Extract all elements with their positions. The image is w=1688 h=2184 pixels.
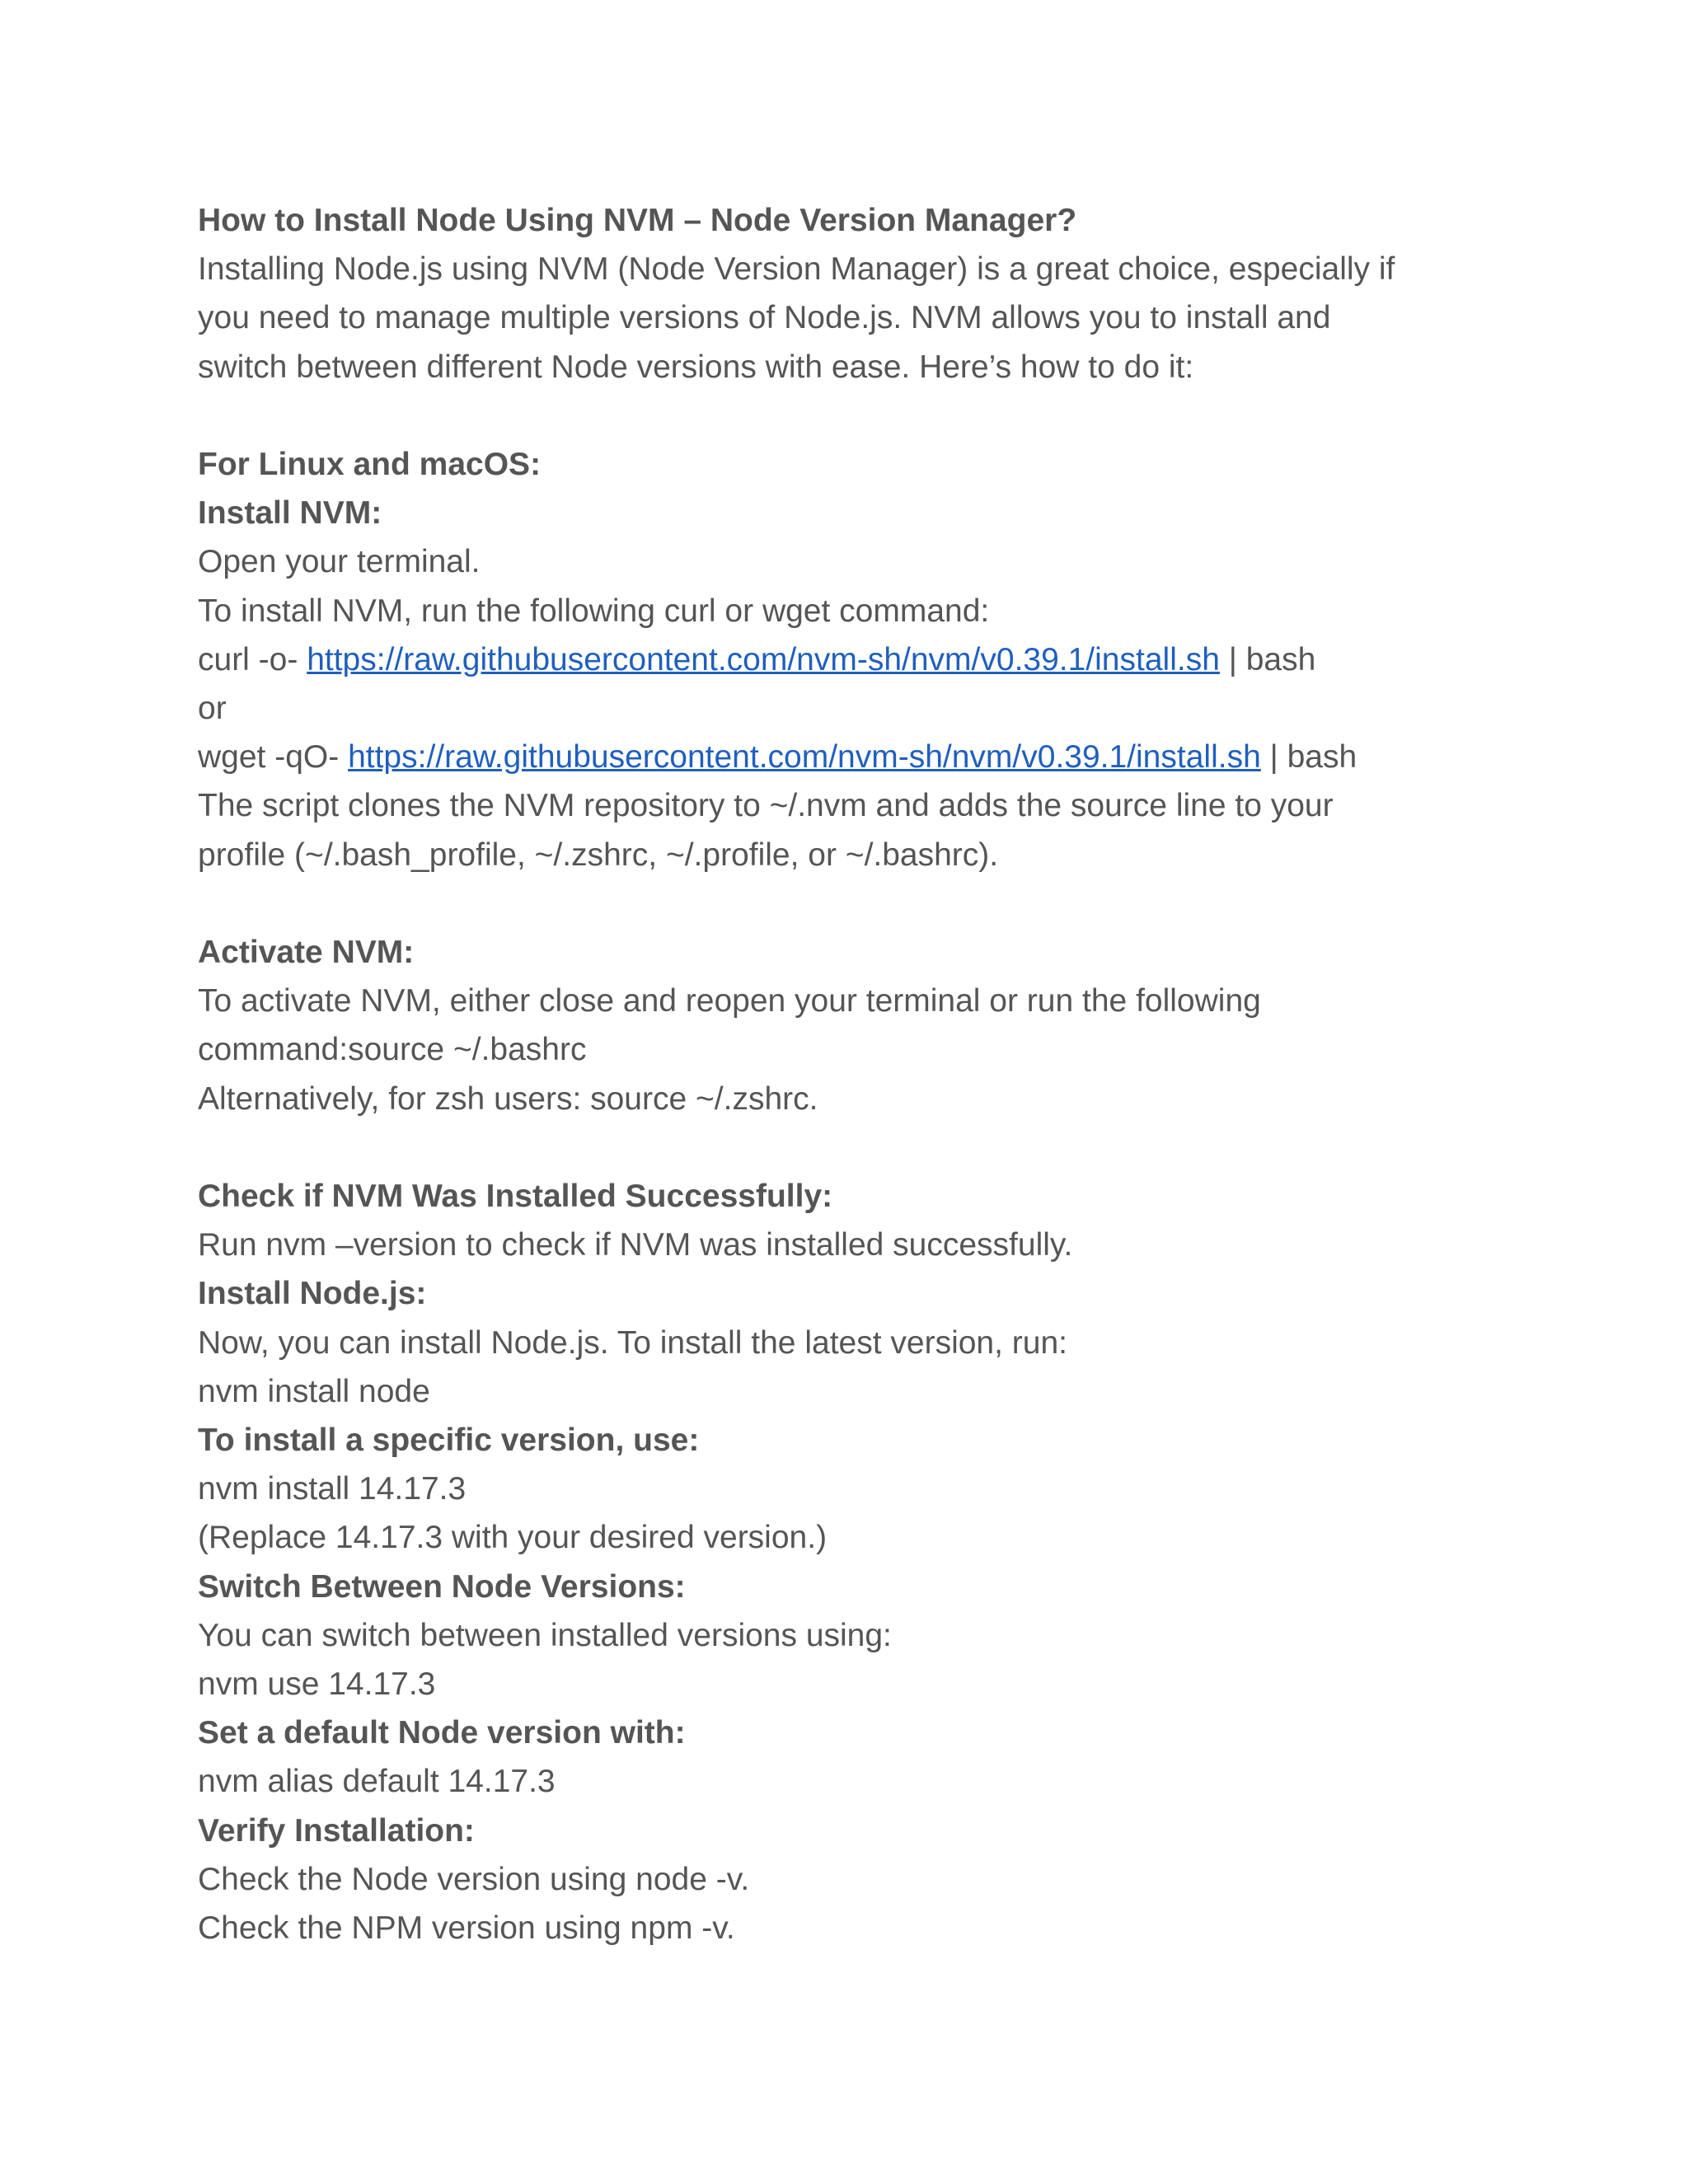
subheading-set-default: Set a default Node version with: [198, 1715, 686, 1751]
paragraph-script-profile: profile (~/.bash_profile, ~/.zshrc, ~/.profile, or ~/.bashrc). [198, 837, 999, 873]
blank-line [198, 391, 1533, 440]
paragraph-install-latest: Now, you can install Node.js. To install the latest version, run: [198, 1324, 1067, 1361]
section-heading-activate-nvm: Activate NVM: [198, 935, 415, 971]
paragraph-open-terminal: Open your terminal. [198, 544, 481, 580]
subheading-install-nvm: Install NVM: [198, 495, 382, 532]
command-nvm-use: nvm use 14.17.3 [198, 1666, 436, 1703]
paragraph-verify-npm: Check the NPM version using npm -v. [198, 1910, 735, 1947]
document-page [198, 196, 1533, 1952]
subheading-switch-versions: Switch Between Node Versions: [198, 1568, 686, 1605]
command-install-node: nvm install node [198, 1373, 430, 1409]
subheading-verify-installation: Verify Installation: [198, 1812, 475, 1849]
wget-command-suffix: | bash [1260, 739, 1357, 776]
or-text: or [198, 691, 227, 727]
document-title: How to Install Node Using NVM – Node Version Manager? [198, 203, 1077, 238]
curl-command-prefix: curl -o- [198, 641, 307, 677]
paragraph-replace-note: (Replace 14.17.3 with your desired version.) [198, 1520, 828, 1556]
curl-command-suffix: | bash [1219, 641, 1316, 677]
paragraph-activate-line: To activate NVM, either close and reopen your terminal or run the following [198, 983, 1261, 1019]
wget-command-line [198, 733, 1533, 781]
paragraph-activate-zsh: Alternatively, for zsh users: source ~/.zshrc. [198, 1080, 818, 1117]
section-heading-check-nvm: Check if NVM Was Installed Successfully: [198, 1179, 833, 1215]
curl-command-line [198, 635, 1533, 684]
command-nvm-alias: nvm alias default 14.17.3 [198, 1764, 556, 1800]
curl-install-link[interactable]: https://raw.githubusercontent.com/nvm-sh/nvm/v0.39.1/install.sh [307, 641, 1220, 677]
paragraph-run-command: To install NVM, run the following curl or wget command: [198, 593, 990, 629]
wget-install-link[interactable]: https://raw.githubusercontent.com/nvm-sh/nvm/v0.39.1/install.sh [348, 739, 1261, 776]
blank-line [198, 879, 1533, 928]
command-install-specific: nvm install 14.17.3 [198, 1471, 467, 1507]
paragraph-script-clones: The script clones the NVM repository to ~/.nvm and adds the source line to your [198, 788, 1334, 824]
intro-line: you need to manage multiple versions of Node.js. NVM allows you to install and [198, 300, 1331, 336]
paragraph-check-version: Run nvm –version to check if NVM was installed successfully. [198, 1227, 1073, 1263]
section-heading-linux-macos: For Linux and macOS: [198, 447, 542, 482]
intro-line: switch between different Node versions with ease. Here’s how to do it: [198, 349, 1194, 385]
wget-command-prefix: wget -qO- [198, 739, 349, 776]
subheading-install-node: Install Node.js: [198, 1276, 427, 1312]
paragraph-verify-node: Check the Node version using node -v. [198, 1861, 750, 1897]
paragraph-activate-line: command:source ~/.bashrc [198, 1032, 587, 1068]
blank-line [198, 1123, 1533, 1172]
intro-line: Installing Node.js using NVM (Node Version Manager) is a great choice, especially if [198, 251, 1395, 288]
paragraph-switch-line: You can switch between installed versions using: [198, 1617, 892, 1653]
subheading-specific-version: To install a specific version, use: [198, 1422, 700, 1459]
